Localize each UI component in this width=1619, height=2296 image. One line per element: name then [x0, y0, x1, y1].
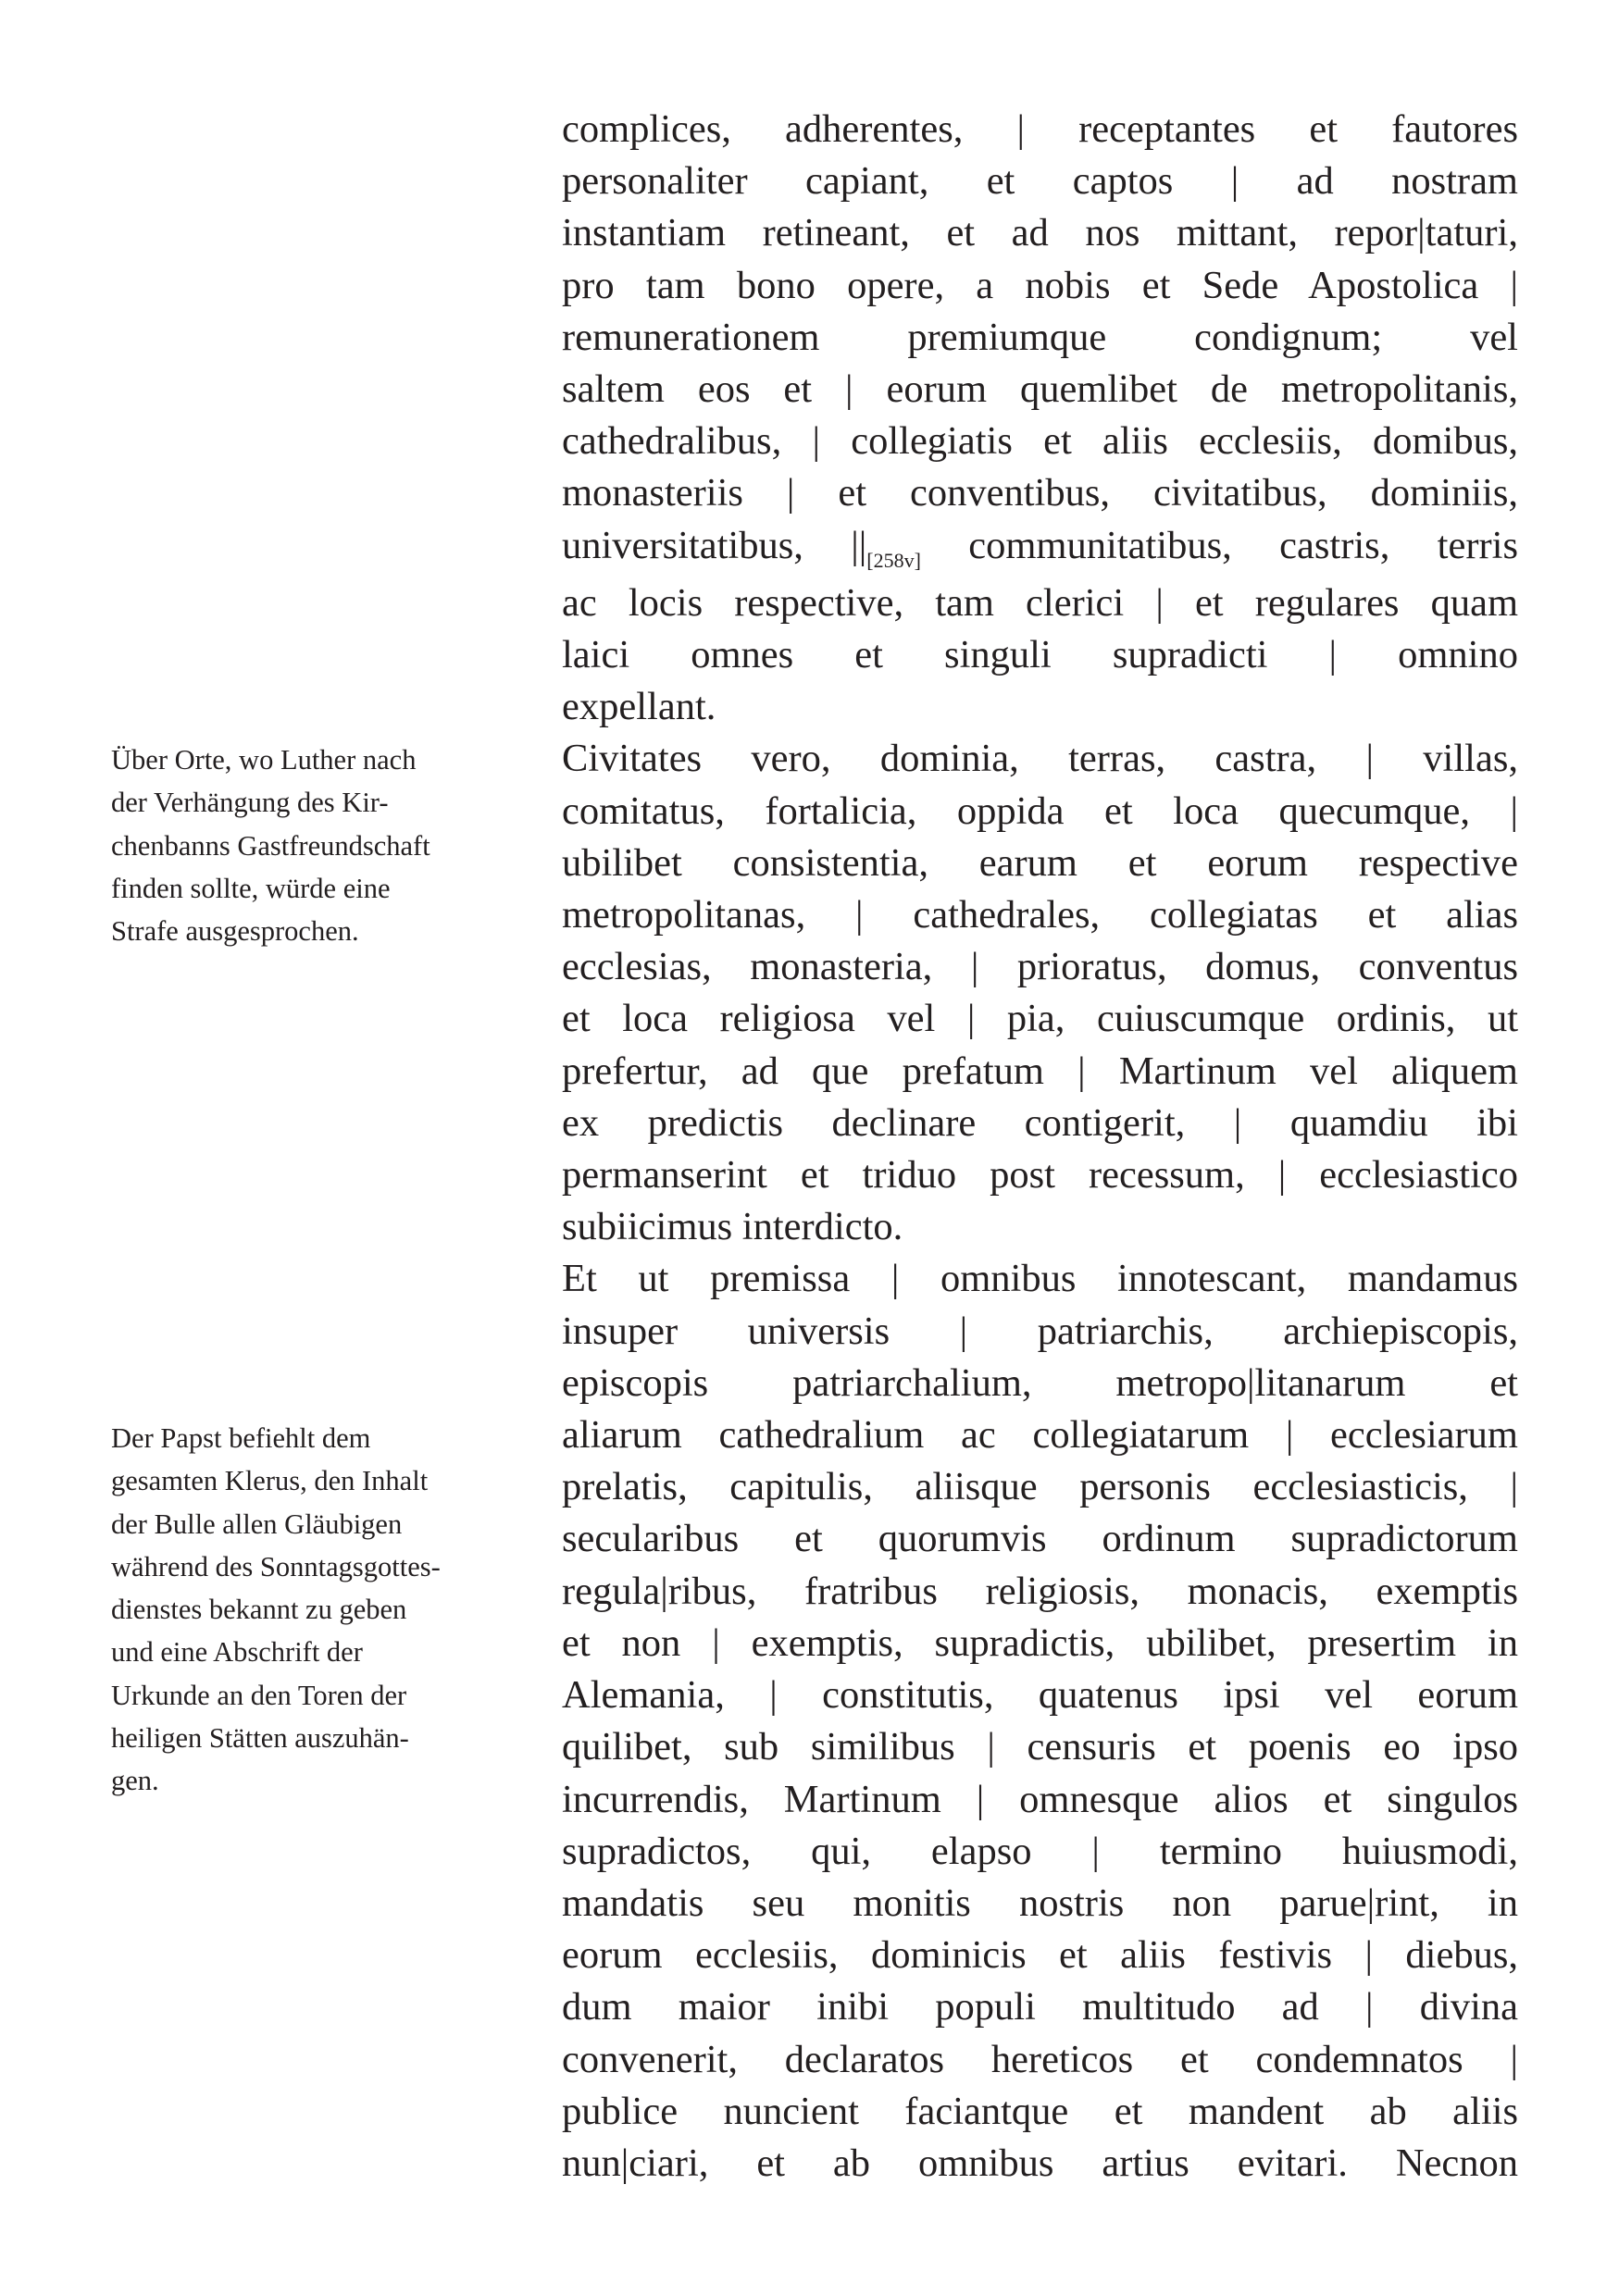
text-line: Civitates vero, dominia, terras, castra, | villas,	[562, 737, 1518, 781]
text-line: insuper universis | patriarchis, archiepiscopis,	[562, 1309, 1518, 1353]
margin-note-line: dienstes bekannt zu geben	[111, 1594, 407, 1626]
text-line: laici omnes et singuli supradicti | omnino	[562, 633, 1518, 677]
text-line: et non | exemptis, supradictis, ubilibet, presertim in	[562, 1620, 1518, 1665]
text-line: comitatus, fortalicia, oppida et loca quecumque, |	[562, 788, 1518, 833]
text-segment: communitatibus, castris, terris	[968, 523, 1518, 567]
text-line: secularibus et quorumvis ordinum supradictorum	[562, 1517, 1518, 1561]
text-line: Et ut premissa | omnibus innotescant, mandamus	[562, 1257, 1518, 1301]
text-line: personaliter capiant, et captos | ad nostram	[562, 159, 1518, 204]
margin-note-line: während des Sonntagsgottes-	[111, 1550, 441, 1582]
margin-note-line: heiligen Stätten auszuhän-	[111, 1722, 409, 1755]
text-line: ubilibet consistentia, earum et eorum respective	[562, 840, 1518, 885]
text-line: quilibet, sub similibus | censuris et poenis eo ipso	[562, 1725, 1518, 1769]
margin-note-line: und eine Abschrift der	[111, 1636, 363, 1669]
margin-note-line: gesamten Klerus, den Inhalt	[111, 1465, 429, 1497]
margin-note-line: finden sollte, würde eine	[111, 872, 391, 904]
margin-note-line: der Verhängung des Kir-	[111, 787, 389, 819]
text-line: incurrendis, Martinum | omnesque alios et singulos	[562, 1777, 1518, 1821]
text-line: monasteriis | et conventibus, civitatibus, dominiis,	[562, 471, 1518, 515]
margin-note-line: chenbanns Gastfreundschaft	[111, 829, 430, 862]
text-line: prefertur, ad que prefatum | Martinum vel aliquem	[562, 1049, 1518, 1093]
margin-note-line: gen.	[111, 1765, 159, 1797]
text-line: ac locis respective, tam clerici | et regulares quam	[562, 580, 1518, 625]
margin-note-line: Urkunde an den Toren der	[111, 1679, 407, 1711]
text-line: publice nuncient faciantque et mandent ab aliis	[562, 2089, 1518, 2133]
text-line: saltem eos et | eorum quemlibet de metropolitanis,	[562, 367, 1518, 412]
text-line: mandatis seu monitis nostris non parue|rint, in	[562, 1880, 1518, 1925]
text-line: prelatis, capitulis, aliisque personis ecclesiasticis, |	[562, 1465, 1518, 1509]
text-line: Alemania, | constitutis, quatenus ipsi vel eorum	[562, 1673, 1518, 1718]
text-line: regula|ribus, fratribus religiosis, monacis, exemptis	[562, 1569, 1518, 1613]
text-line: nun|ciari, et ab omnibus artius evitari. Necnon	[562, 2141, 1518, 2185]
margin-note-hospitality	[111, 738, 504, 952]
text-line: remunerationem premiumque condignum; vel	[562, 315, 1518, 359]
text-line: et loca religiosa vel | pia, cuiuscumque ordinis, ut	[562, 997, 1518, 1041]
text-line: cathedralibus, | collegiatis et aliis ecclesiis, domibus,	[562, 419, 1518, 464]
text-line: instantiam retineant, et ad nos mittant, repor|taturi,	[562, 211, 1518, 255]
text-line: subiicimus interdicto.	[562, 1205, 903, 1249]
text-segment: universitatibus, ||	[562, 523, 867, 567]
margin-note-clergy-order	[111, 1417, 504, 1803]
text-line: ex predictis declinare contigerit, | quamdiu ibi	[562, 1100, 1518, 1145]
text-line: dum maior inibi populi multitudo ad | divina	[562, 1985, 1518, 2029]
text-line-with-folio	[562, 520, 1518, 577]
text-line: eorum ecclesiis, dominicis et aliis festivis | diebus,	[562, 1933, 1518, 1978]
text-line: metropolitanas, | cathedrales, collegiatas et alias	[562, 893, 1518, 937]
text-line: supradictos, qui, elapso | termino huiusmodi,	[562, 1829, 1518, 1873]
text-line: convenerit, declaratos hereticos et condemnatos |	[562, 2037, 1518, 2081]
margin-note-line: der Bulle allen Gläubigen	[111, 1508, 403, 1540]
text-line: ecclesias, monasteria, | prioratus, domus, conventus	[562, 945, 1518, 989]
text-line: episcopis patriarchalium, metropo|litanarum et	[562, 1360, 1518, 1405]
margin-note-line: Strafe ausgesprochen.	[111, 915, 359, 948]
folio-marker: [258v]	[866, 548, 921, 572]
margin-note-line: Über Orte, wo Luther nach	[111, 744, 417, 776]
text-line: pro tam bono opere, a nobis et Sede Apostolica |	[562, 263, 1518, 307]
text-line: aliarum cathedralium ac collegiatarum | ecclesiarum	[562, 1413, 1518, 1458]
text-line: permanserint et triduo post recessum, | ecclesiastico	[562, 1153, 1518, 1198]
margin-note-line: Der Papst befiehlt dem	[111, 1422, 371, 1454]
text-line: expellant.	[562, 685, 716, 729]
text-line: complices, adherentes, | receptantes et fautores	[562, 107, 1518, 151]
main-latin-text	[562, 104, 1518, 2190]
